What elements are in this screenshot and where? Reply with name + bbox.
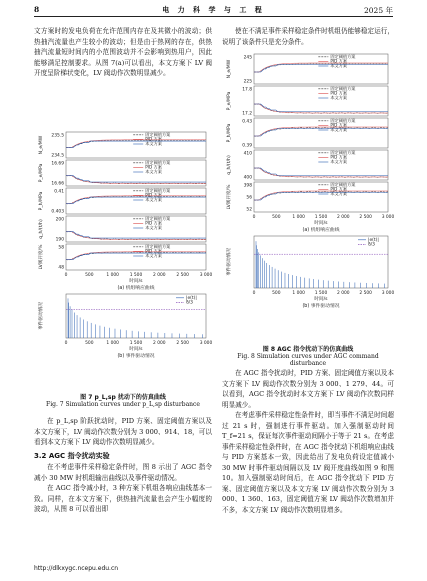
panel-tick-label: 17.2 [242, 111, 252, 117]
x-tick-label: 500 [85, 341, 94, 346]
legend-entry: 固定阈值方案 [145, 216, 171, 221]
panel-tick-label: 58 [58, 245, 64, 251]
x-axis-label: 时间/s [314, 221, 328, 226]
legend-entry: 固定阈值方案 [145, 244, 171, 249]
section-heading-3-2: 3.2 AGC 指令扰动实验 [34, 452, 110, 460]
subfigure-b-title: (b) 事件驱动情况 [302, 304, 340, 309]
panel-tick-label: 190 [55, 237, 64, 243]
left-column-bottom [34, 416, 212, 448]
panel-tick-label: 398 [243, 183, 252, 189]
page-number: 8 [34, 5, 40, 14]
x-tick-label: 1 500 [129, 273, 143, 278]
legend-entry: PID 方案 [145, 192, 162, 198]
x-tick-label: 1 000 [292, 291, 305, 296]
panel-y-label: P_e/MPa [39, 163, 44, 183]
panel-tick-label: 52 [246, 207, 252, 213]
panel-y-label: N_e/MW [39, 135, 44, 155]
x-tick-label: 0 [252, 291, 256, 296]
x-tick-label: 2 500 [176, 273, 189, 278]
footer-url: http://dlkxygc.ncepu.edu.cn [34, 565, 119, 572]
legend-entry: PID 方案 [330, 186, 348, 192]
legend-entry: 固定阈值方案 [145, 160, 171, 165]
legend-entry: 固定阈值方案 [330, 54, 356, 59]
panel-tick-label: 400 [243, 175, 252, 181]
figure-8-caption-cn: 图 8 AGC 指令扰动下的仿真曲线 [262, 346, 354, 353]
legend-b-entry: δ/3 [368, 242, 375, 248]
series-fixed-threshold [66, 231, 206, 239]
panel-tick-label: 48 [58, 265, 64, 271]
journal-year: 2025 年 [364, 6, 393, 15]
legend-b-entry: δ/3 [186, 300, 193, 306]
legend-entry: 本文方案 [145, 225, 162, 231]
x-tick-label: 1 500 [129, 341, 143, 346]
figure-8 [222, 52, 394, 344]
legend-entry: 本文方案 [330, 95, 348, 101]
series-proposed [66, 176, 206, 183]
right-para-2: 在 AGC 指令扰动时，PID 方案、固定阈值方案以及本文方案下 LV 阀动作次数分别为 3 000、1 279、44。可以看到，AGC 指令扰动时本文方案下 LV 阀动作次数同样明显减少。 [222, 369, 394, 409]
x-tick-label: 0 [252, 215, 256, 220]
legend-entry: 本文方案 [145, 169, 162, 175]
panel-tick-label: 16.66 [51, 181, 64, 187]
right-para-3: 在考虑事件采样稳定性条件时，即当事件不满足时间超过 21 s 时，强制进行事件驱动。加入强制驱动时间 T_f=21 s，保证每次事件驱动间隔小于等于 21 s。在考虑事件采样稳定性条件时，在 AGC 指令扰动下机组响应曲线与 PID 方案基本一致，因此给出了发电负荷设定值减小 30 MW 时事件驱动间隔以及 LV 阀开度曲线如图 9 和图 10。加入强制驱动时间后，在 AGC 指令扰动下 PID 方案、固定阈值方案以及本文方案 LV 阀动作次数分别为 3 000、1 360、163，固定阈值方案 LV 阀动作次数增加并不多，本文方案 LV 阀动作次数明显增多。 [222, 411, 394, 514]
legend-entry: 本文方案 [330, 191, 348, 197]
panel-frame [254, 182, 388, 212]
legend-entry: PID 方案 [145, 220, 162, 226]
x-tick-label: 500 [85, 273, 94, 278]
panel-y-label: q_h/(t/h) [39, 219, 44, 239]
legend-entry: 本文方案 [330, 127, 348, 133]
legend-entry: 固定阈值方案 [145, 132, 171, 137]
panel-y-label: LV阀开度/% [227, 184, 232, 210]
legend-entry: PID 方案 [145, 136, 162, 142]
series-fixed-threshold [254, 168, 388, 178]
x-tick-label: 3 000 [199, 273, 212, 278]
panel-tick-label: 200 [55, 217, 64, 223]
x-tick-label: 2 500 [359, 291, 372, 296]
left-para-3: 在不考虑事件采样稳定条件时，图 8 示出了 AGC 指令减小 30 MW 时机组输出曲线以及事件驱动情况。 [34, 463, 212, 482]
event-y-label: 事件驱动情况 [39, 302, 44, 330]
legend-entry: 固定阈值方案 [145, 188, 171, 193]
subfigure-a-title: (a) 机组响应曲线 [117, 286, 155, 291]
legend-entry: 本文方案 [145, 141, 162, 147]
legend-entry: 固定阈值方案 [330, 86, 356, 91]
figure-7-caption-cn: 图 7 p_L,sp 扰动下的仿真曲线 [80, 394, 166, 401]
panel-y-label: LV阀开度/% [39, 244, 44, 270]
legend-entry: 固定阈值方案 [330, 150, 356, 155]
panel-tick-label: 245 [243, 55, 252, 61]
journal-title: 电 力 科 学 与 工 程 [162, 5, 265, 14]
figure-8-caption [222, 344, 394, 367]
x-tick-label: 2 500 [359, 215, 372, 220]
figure-8-caption-en: Fig. 8 Simulation curves under AGC command disturbance [237, 353, 379, 367]
legend-entry: 本文方案 [145, 253, 162, 259]
x-tick-label: 1 500 [314, 215, 328, 220]
x-tick-label: 3 000 [381, 215, 394, 220]
x-tick-label: 0 [64, 341, 68, 346]
x-axis-label: 时间/s [314, 297, 328, 302]
legend-entry: 固定阈值方案 [330, 118, 356, 123]
panel-y-label: P_h/MPa [39, 191, 44, 211]
event-y-label: 事件驱动情况 [227, 248, 232, 276]
legend-entry: 本文方案 [145, 197, 162, 203]
x-tick-label: 1 000 [106, 341, 119, 346]
x-tick-label: 3 000 [381, 291, 394, 296]
legend-entry: 本文方案 [330, 63, 348, 69]
series-proposed [66, 232, 206, 239]
right-column-top [222, 26, 394, 47]
left-para-1: 文方案时的发电负荷在允许范围内存在及其微小的波动；供热抽汽流量也产生较小的波动；但是由于热网的存在，供热抽汽流量短时间内的小范围波动并不会影响到热用户，因此能够满足控制要求。从图 7(a)可以看出，本文方案下 LV 阀开度呈阶梯状变化，LV 阀动作次数明显减少。 [34, 27, 212, 77]
x-tick-label: 2 000 [153, 341, 166, 346]
x-axis-label: 时间/s [129, 279, 143, 284]
legend-entry: PID 方案 [330, 154, 348, 160]
subfigure-b-title: (b) 事件驱动情况 [117, 354, 155, 359]
x-tick-label: 2 000 [153, 273, 166, 278]
x-tick-label: 1 000 [292, 215, 305, 220]
left-para-4: 在 AGC 指令减小时，3 种方案下机组各响应曲线基本一致。同样，在本文方案下，供热抽汽流量也会产生小幅度的波动，从图 8 可以看出即 [34, 484, 212, 513]
header-rule [34, 16, 393, 17]
panel-y-label: q_h/(t/h) [227, 155, 232, 175]
panel-tick-label: 0.39 [242, 143, 252, 149]
panel-tick-label: 225 [243, 79, 252, 85]
legend-entry: PID 方案 [330, 122, 348, 128]
series-fixed-threshold [66, 175, 206, 183]
panel-tick-label: 0.41 [54, 189, 64, 195]
legend-b-entry: |e(t)| [186, 296, 197, 301]
legend-entry: 本文方案 [330, 159, 348, 165]
x-tick-label: 500 [272, 215, 281, 220]
series-proposed [254, 168, 388, 176]
panel-frame [254, 54, 388, 84]
panel-tick-label: 235.5 [51, 133, 64, 139]
left-column-top [34, 26, 212, 79]
panel-frame [66, 188, 206, 214]
legend-entry: 固定阈值方案 [330, 182, 356, 187]
panel-frame [66, 132, 206, 158]
x-axis-label: 时间/s [129, 347, 143, 352]
page-header [0, 0, 427, 22]
x-tick-label: 2 000 [337, 215, 350, 220]
panel-tick-label: 234.5 [51, 153, 64, 159]
legend-entry: PID 方案 [145, 248, 162, 254]
x-tick-label: 2 000 [337, 291, 350, 296]
panel-tick-label: 56 [246, 195, 252, 201]
x-tick-label: 0 [64, 273, 68, 278]
panel-frame [254, 118, 388, 148]
panel-tick-label: 0.403 [51, 209, 64, 215]
left-column-bottom-2 [34, 462, 212, 515]
figure-7 [34, 130, 212, 392]
panel-tick-label: 16.69 [51, 161, 64, 167]
panel-y-label: P_e/MPa [227, 91, 232, 111]
series-fixed-threshold [254, 104, 388, 114]
x-tick-label: 2 500 [176, 341, 189, 346]
panel-frame [66, 244, 206, 270]
legend-entry: PID 方案 [145, 164, 162, 170]
left-para-2: 在 p_L,sp 阶跃扰动时，PID 方案、固定阈值方案以及本文方案下，LV 阀动作次数分别为 3 000、914、18，可以看到本文方案下 LV 阀动作次数明显减少。 [34, 417, 212, 446]
right-para-1: 使在不满足事件采样稳定条件时机组仍能够稳定运行，说明了该条件只是充分条件。 [222, 27, 394, 46]
legend-entry: PID 方案 [330, 90, 348, 96]
panel-y-label: P_h/MPa [227, 123, 232, 143]
panel-y-label: N_e/MW [227, 59, 232, 79]
panel-tick-label: 0.43 [242, 119, 252, 125]
x-tick-label: 3 000 [199, 341, 212, 346]
figure-7-caption-en: Fig. 7 Simulation curves under p_L,sp disturbance [46, 401, 200, 408]
subfigure-a-title: (a) 机组响应曲线 [302, 228, 340, 233]
panel-tick-label: 17.8 [242, 87, 252, 93]
x-tick-label: 500 [272, 291, 281, 296]
right-column-bottom [222, 368, 394, 515]
x-tick-label: 1 000 [106, 273, 119, 278]
legend-b-entry: |e(t)| [368, 238, 379, 243]
series-proposed [254, 104, 388, 112]
panel-tick-label: 410 [243, 151, 252, 157]
legend-entry: PID 方案 [330, 58, 348, 64]
x-tick-label: 1 500 [314, 291, 328, 296]
figure-7-caption [34, 392, 212, 408]
